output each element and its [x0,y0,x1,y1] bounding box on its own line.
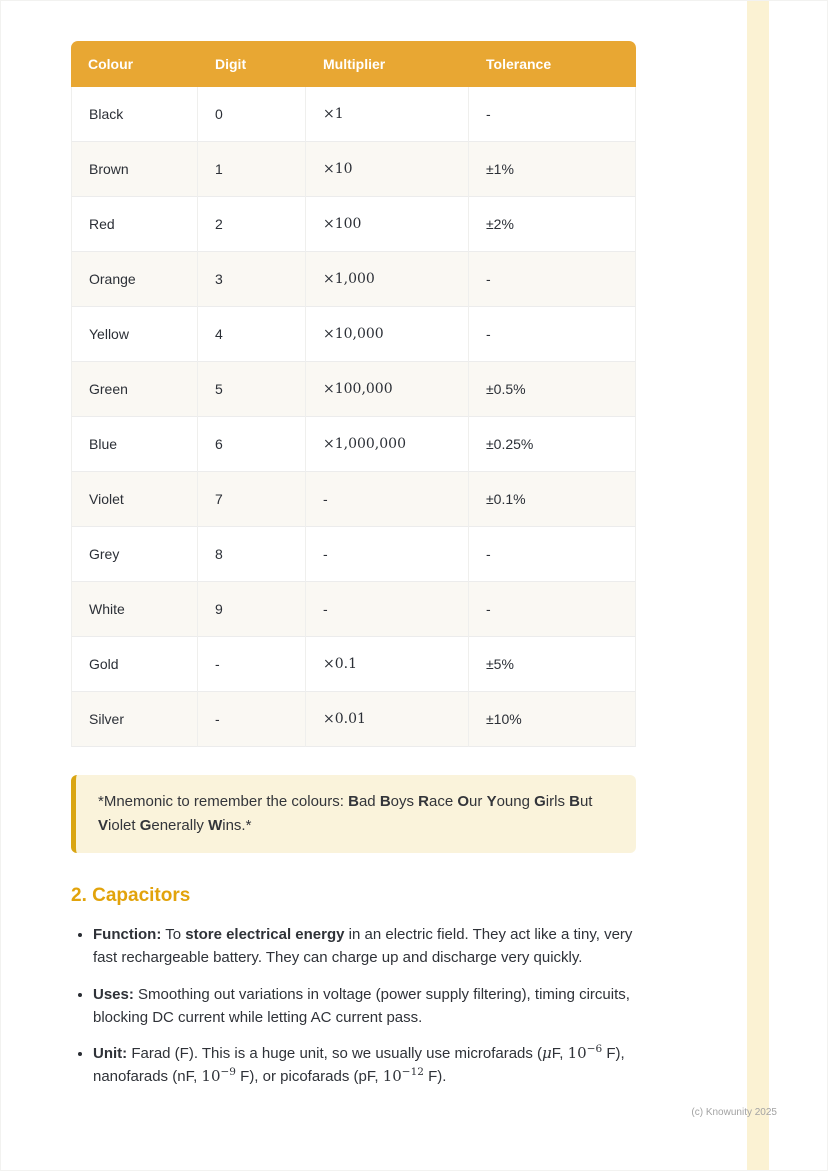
cell-multiplier: ×100,000 [306,362,469,417]
list-item [93,1042,636,1089]
text-segment: ut [579,793,593,810]
cell-digit: 3 [198,252,306,307]
table-row [71,142,636,197]
text-segment: F), or picofarads (pF, [235,1068,383,1086]
capacitors-list [71,923,636,1089]
table-row [71,417,636,472]
cell-multiplier: - [306,472,469,527]
text-segment: −6 [586,1043,603,1055]
cell-tolerance: ±0.25% [469,417,636,472]
cell-multiplier: - [306,582,469,637]
cell-multiplier: - [306,527,469,582]
cell-multiplier: ×100 [306,197,469,252]
text-segment: F, [551,1045,568,1062]
column-header-multiplier: Multiplier [306,41,469,87]
text-segment: W [208,817,223,834]
cell-colour: Yellow [71,307,198,362]
cell-tolerance: ±0.1% [469,472,636,527]
text-segment: irls [545,793,570,810]
text-segment: −9 [220,1066,236,1079]
text-segment: To [161,926,186,943]
text-segment: ace [429,793,458,810]
resistor-colour-code-table [71,41,636,747]
table-row [71,527,636,582]
cell-multiplier: ×10 [306,142,469,197]
list-item [93,923,636,970]
mnemonic-text [98,790,614,838]
cell-digit: 1 [198,142,306,197]
text-segment: V [98,817,109,834]
column-header-digit: Digit [198,41,306,87]
cell-colour: Red [71,197,198,252]
table-row [71,197,636,252]
cell-tolerance: - [469,252,636,307]
text-segment: R [418,793,430,810]
text-segment: 10 [201,1067,221,1086]
cell-multiplier: ×0.01 [306,692,469,747]
cell-tolerance: - [469,527,636,582]
table-row [71,362,636,417]
text-segment: ins.* [222,817,252,834]
cell-multiplier: ×10,000 [306,307,469,362]
text-segment: −12 [401,1066,424,1079]
text-segment: Smoothing out variations in voltage (power supply filtering), timing circuits, blocking DC current while letting AC current pass. [93,985,630,1026]
cell-digit: - [198,692,306,747]
text-segment: in an electric field. They act like a tiny, very fast rechargeable battery. They can charge up and discharge very quickly. [93,926,633,967]
text-segment: store electrical energy [185,926,345,943]
table-row [71,472,636,527]
table-row [71,637,636,692]
document-content [71,41,636,1102]
cell-digit: - [198,637,306,692]
watermark: (c) Knowunity 2025 [691,1107,777,1118]
table-row [71,87,636,142]
cell-colour: Orange [71,252,198,307]
cell-tolerance: - [469,87,636,142]
cell-multiplier: ×1,000 [306,252,469,307]
mnemonic-callout [71,775,636,853]
column-header-colour: Colour [71,41,198,87]
text-segment: enerally [151,817,209,834]
section-heading-capacitors: 2. Capacitors [71,885,191,906]
text-segment: Unit: [93,1045,128,1062]
cell-digit: 7 [198,472,306,527]
cell-digit: 9 [198,582,306,637]
text-segment: ad [358,793,380,810]
text-segment: Uses: [93,985,134,1003]
text-segment: G [139,817,152,834]
table-row [71,252,636,307]
text-segment: μ [542,1044,552,1062]
cell-digit: 6 [198,417,306,472]
cell-digit: 5 [198,362,306,417]
text-segment: B [569,793,580,810]
cell-tolerance: - [469,307,636,362]
table-row [71,692,636,747]
cell-tolerance: ±1% [469,142,636,197]
cell-tolerance: ±10% [469,692,636,747]
cell-colour: Brown [71,142,198,197]
table-header-row [71,41,636,87]
cell-multiplier: ×1 [306,87,469,142]
text-segment: ur [469,793,487,810]
page-edge-strip [747,1,769,1170]
cell-colour: Gold [71,637,198,692]
cell-digit: 4 [198,307,306,362]
text-segment: Farad (F). This is a huge unit, so we usually use microfarads ( [127,1045,543,1062]
cell-colour: Grey [71,527,198,582]
cell-multiplier: ×0.1 [306,637,469,692]
text-segment: oys [390,793,419,810]
text-segment: *Mnemonic to remember the colours: [98,793,349,810]
cell-tolerance: ±2% [469,197,636,252]
cell-colour: White [71,582,198,637]
cell-tolerance: ±5% [469,637,636,692]
cell-tolerance: ±0.5% [469,362,636,417]
table-header [71,41,636,87]
table-row [71,307,636,362]
table-row [71,582,636,637]
cell-digit: 2 [198,197,306,252]
text-segment: B [348,793,359,810]
text-segment: F). [423,1068,447,1086]
cell-tolerance: - [469,582,636,637]
text-segment: iolet [108,817,140,834]
cell-colour: Silver [71,692,198,747]
text-segment: 10 [567,1044,587,1062]
cell-digit: 8 [198,527,306,582]
cell-colour: Green [71,362,198,417]
column-header-tolerance: Tolerance [469,41,636,87]
cell-multiplier: ×1,000,000 [306,417,469,472]
text-segment: F), nanofarads (nF, [93,1045,625,1086]
text-segment: oung [496,793,535,810]
cell-colour: Violet [71,472,198,527]
text-segment: B [379,793,391,810]
cell-colour: Black [71,87,198,142]
text-segment: Function: [93,926,162,943]
table-body [71,87,636,747]
text-segment: O [457,793,470,810]
text-segment: G [534,793,546,810]
cell-digit: 0 [198,87,306,142]
text-segment: 10 [382,1067,402,1086]
text-segment: Y [486,793,497,810]
list-item [93,983,636,1030]
cell-colour: Blue [71,417,198,472]
